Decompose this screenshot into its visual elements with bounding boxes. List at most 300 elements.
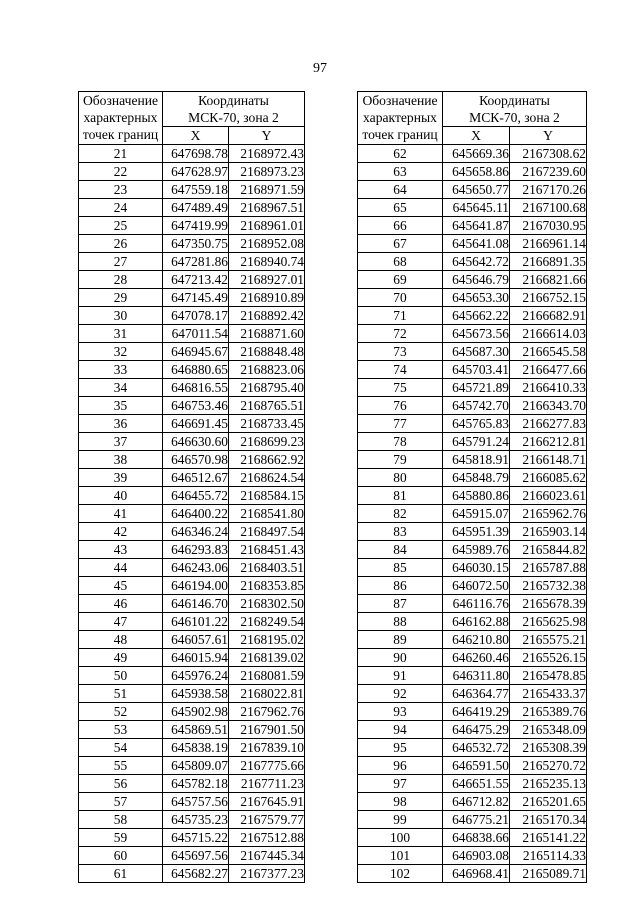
x-coordinate-cell: 646532.72: [443, 739, 510, 757]
x-coordinate-cell: 646570.98: [163, 451, 229, 469]
point-number-cell: 38: [79, 451, 163, 469]
table-row: [358, 487, 587, 505]
table-row: [79, 613, 305, 631]
point-number-cell: 51: [79, 685, 163, 703]
table-row: [79, 217, 305, 235]
y-coordinate-cell: 2168823.06: [229, 361, 305, 379]
y-coordinate-cell: 2166148.71: [510, 451, 587, 469]
y-coordinate-cell: 2168967.51: [229, 199, 305, 217]
y-coordinate-cell: 2165844.82: [510, 541, 587, 559]
table-row: [358, 649, 587, 667]
x-coordinate-cell: 645642.72: [443, 253, 510, 271]
point-number-cell: 24: [79, 199, 163, 217]
table-body-left: [79, 145, 305, 883]
table-row: [358, 217, 587, 235]
y-coordinate-cell: 2165235.13: [510, 775, 587, 793]
y-coordinate-cell: 2166410.33: [510, 379, 587, 397]
y-coordinate-cell: 2165170.34: [510, 811, 587, 829]
y-coordinate-cell: 2168699.23: [229, 433, 305, 451]
x-coordinate-cell: 646030.15: [443, 559, 510, 577]
coordinates-header-line2: МСК-70, зона 2: [188, 110, 279, 125]
y-coordinate-cell: 2168139.02: [229, 649, 305, 667]
y-coordinate-cell: 2168353.85: [229, 577, 305, 595]
y-coordinate-cell: 2165787.88: [510, 559, 587, 577]
point-number-cell: 39: [79, 469, 163, 487]
point-number-cell: 25: [79, 217, 163, 235]
y-coordinate-cell: 2168733.45: [229, 415, 305, 433]
point-number-cell: 23: [79, 181, 163, 199]
point-number-cell: 89: [358, 631, 443, 649]
y-coordinate-cell: 2166891.35: [510, 253, 587, 271]
y-coordinate-cell: 2166614.03: [510, 325, 587, 343]
point-number-cell: 70: [358, 289, 443, 307]
point-number-cell: 27: [79, 253, 163, 271]
y-coordinate-cell: 2168892.42: [229, 307, 305, 325]
x-coordinate-cell: 646419.29: [443, 703, 510, 721]
y-coordinate-cell: 2168451.43: [229, 541, 305, 559]
page-number: 97: [313, 61, 327, 76]
table-row: [358, 865, 587, 883]
table-row: [358, 235, 587, 253]
table-row: [79, 847, 305, 865]
x-coordinate-cell: 645641.08: [443, 235, 510, 253]
table-row: [358, 181, 587, 199]
point-number-cell: 76: [358, 397, 443, 415]
y-coordinate-cell: 2166752.15: [510, 289, 587, 307]
x-coordinate-cell: 645976.24: [163, 667, 229, 685]
point-number-cell: 63: [358, 163, 443, 181]
point-number-cell: 84: [358, 541, 443, 559]
y-coordinate-cell: 2165389.76: [510, 703, 587, 721]
point-number-cell: 58: [79, 811, 163, 829]
point-number-cell: 96: [358, 757, 443, 775]
x-coordinate-cell: 645869.51: [163, 721, 229, 739]
point-number-cell: 49: [79, 649, 163, 667]
x-coordinate-cell: 646116.76: [443, 595, 510, 613]
table-row: [358, 361, 587, 379]
x-coordinate-cell: 647628.97: [163, 163, 229, 181]
designation-header-line3: точек границ: [82, 127, 159, 142]
y-coordinate-cell: 2168848.48: [229, 343, 305, 361]
table-row: [79, 271, 305, 289]
point-number-cell: 62: [358, 145, 443, 163]
x-coordinate-cell: 645791.24: [443, 433, 510, 451]
point-number-cell: 75: [358, 379, 443, 397]
x-coordinate-cell: 645838.19: [163, 739, 229, 757]
x-coordinate-cell: 645662.22: [443, 307, 510, 325]
point-number-cell: 55: [79, 757, 163, 775]
y-coordinate-cell: 2168584.15: [229, 487, 305, 505]
x-coordinate-cell: 646630.60: [163, 433, 229, 451]
point-number-cell: 98: [358, 793, 443, 811]
x-coordinate-cell: 646400.22: [163, 505, 229, 523]
x-coordinate-cell: 645765.83: [443, 415, 510, 433]
x-coordinate-cell: 645809.07: [163, 757, 229, 775]
y-coordinate-cell: 2165141.22: [510, 829, 587, 847]
x-coordinate-cell: 646838.66: [443, 829, 510, 847]
x-coordinate-cell: 646816.55: [163, 379, 229, 397]
table-row: [79, 343, 305, 361]
x-coordinate-cell: 645721.89: [443, 379, 510, 397]
point-number-cell: 34: [79, 379, 163, 397]
table-row: [79, 757, 305, 775]
table-row: [358, 307, 587, 325]
point-number-cell: 65: [358, 199, 443, 217]
point-number-cell: 64: [358, 181, 443, 199]
x-coordinate-cell: 645818.91: [443, 451, 510, 469]
x-coordinate-cell: 645951.39: [443, 523, 510, 541]
x-coordinate-cell: 646293.83: [163, 541, 229, 559]
y-coordinate-cell: 2167170.26: [510, 181, 587, 199]
y-coordinate-cell: 2166682.91: [510, 307, 587, 325]
x-coordinate-cell: 646712.82: [443, 793, 510, 811]
point-number-cell: 52: [79, 703, 163, 721]
point-number-cell: 47: [79, 613, 163, 631]
y-coordinate-cell: 2168971.59: [229, 181, 305, 199]
table-row: [79, 739, 305, 757]
designation-header-line1: Обозначение: [362, 93, 438, 108]
coordinates-header-line2: МСК-70, зона 2: [469, 110, 560, 125]
point-number-cell: 32: [79, 343, 163, 361]
point-number-cell: 100: [358, 829, 443, 847]
table-row: [358, 163, 587, 181]
table-row: [79, 559, 305, 577]
y-coordinate-cell: 2165962.76: [510, 505, 587, 523]
point-number-cell: 22: [79, 163, 163, 181]
x-coordinate-cell: 645646.79: [443, 271, 510, 289]
point-number-cell: 94: [358, 721, 443, 739]
y-column-header: Y: [229, 127, 305, 145]
x-coordinate-cell: 646945.67: [163, 343, 229, 361]
y-coordinate-cell: 2167512.88: [229, 829, 305, 847]
y-coordinate-cell: 2167030.95: [510, 217, 587, 235]
table-row: [79, 235, 305, 253]
x-coordinate-cell: 647350.75: [163, 235, 229, 253]
y-coordinate-cell: 2167308.62: [510, 145, 587, 163]
x-coordinate-cell: 645742.70: [443, 397, 510, 415]
x-coordinate-cell: 646512.67: [163, 469, 229, 487]
x-coordinate-cell: 646072.50: [443, 577, 510, 595]
table-row: [358, 577, 587, 595]
point-number-cell: 102: [358, 865, 443, 883]
x-coordinate-cell: 645697.56: [163, 847, 229, 865]
x-column-header: X: [163, 127, 229, 145]
x-coordinate-cell: 645902.98: [163, 703, 229, 721]
y-coordinate-cell: 2168952.08: [229, 235, 305, 253]
table-row: [358, 739, 587, 757]
x-coordinate-cell: 646903.08: [443, 847, 510, 865]
coordinates-header-line1: Координаты: [198, 93, 269, 108]
y-coordinate-cell: 2168624.54: [229, 469, 305, 487]
coordinates-header: [163, 92, 305, 127]
point-number-cell: 31: [79, 325, 163, 343]
y-coordinate-cell: 2167775.66: [229, 757, 305, 775]
table-row: [79, 631, 305, 649]
y-coordinate-cell: 2168765.51: [229, 397, 305, 415]
x-coordinate-cell: 647489.49: [163, 199, 229, 217]
coordinates-table-right: [357, 91, 587, 883]
table-row: [358, 415, 587, 433]
x-coordinate-cell: 647078.17: [163, 307, 229, 325]
y-coordinate-cell: 2168302.50: [229, 595, 305, 613]
coordinates-table-left: [78, 91, 305, 883]
y-coordinate-cell: 2168795.40: [229, 379, 305, 397]
y-coordinate-cell: 2168195.02: [229, 631, 305, 649]
y-coordinate-cell: 2165089.71: [510, 865, 587, 883]
x-coordinate-cell: 646346.24: [163, 523, 229, 541]
x-coordinate-cell: 645645.11: [443, 199, 510, 217]
y-column-header: Y: [510, 127, 587, 145]
table-row: [358, 253, 587, 271]
y-coordinate-cell: 2165575.21: [510, 631, 587, 649]
x-coordinate-cell: 647559.18: [163, 181, 229, 199]
y-coordinate-cell: 2168961.01: [229, 217, 305, 235]
point-number-cell: 97: [358, 775, 443, 793]
y-coordinate-cell: 2167579.77: [229, 811, 305, 829]
table-row: [358, 523, 587, 541]
point-number-cell: 90: [358, 649, 443, 667]
x-coordinate-cell: 646455.72: [163, 487, 229, 505]
point-number-cell: 93: [358, 703, 443, 721]
x-coordinate-cell: 645757.56: [163, 793, 229, 811]
table-row: [358, 397, 587, 415]
designation-header-line2: характерных: [83, 110, 158, 125]
table-row: [358, 199, 587, 217]
y-coordinate-cell: 2165903.14: [510, 523, 587, 541]
point-number-cell: 41: [79, 505, 163, 523]
table-row: [358, 325, 587, 343]
table-row: [79, 397, 305, 415]
x-coordinate-cell: 646691.45: [163, 415, 229, 433]
y-coordinate-cell: 2166085.62: [510, 469, 587, 487]
table-row: [358, 721, 587, 739]
point-number-cell: 91: [358, 667, 443, 685]
y-coordinate-cell: 2166961.14: [510, 235, 587, 253]
table-row: [358, 793, 587, 811]
y-coordinate-cell: 2168662.92: [229, 451, 305, 469]
table-row: [358, 289, 587, 307]
point-number-cell: 37: [79, 433, 163, 451]
point-number-cell: 45: [79, 577, 163, 595]
table-row: [79, 325, 305, 343]
y-coordinate-cell: 2166821.66: [510, 271, 587, 289]
point-number-cell: 92: [358, 685, 443, 703]
y-coordinate-cell: 2165270.72: [510, 757, 587, 775]
table-row: [79, 433, 305, 451]
y-coordinate-cell: 2167100.68: [510, 199, 587, 217]
point-number-cell: 72: [358, 325, 443, 343]
x-coordinate-cell: 646015.94: [163, 649, 229, 667]
y-coordinate-cell: 2165114.33: [510, 847, 587, 865]
designation-header: [358, 92, 443, 145]
x-coordinate-cell: 645735.23: [163, 811, 229, 829]
x-coordinate-cell: 645989.76: [443, 541, 510, 559]
y-coordinate-cell: 2165625.98: [510, 613, 587, 631]
point-number-cell: 82: [358, 505, 443, 523]
table-row: [79, 649, 305, 667]
y-coordinate-cell: 2165526.15: [510, 649, 587, 667]
y-coordinate-cell: 2167901.50: [229, 721, 305, 739]
x-coordinate-cell: 646311.80: [443, 667, 510, 685]
y-coordinate-cell: 2166545.58: [510, 343, 587, 361]
table-row: [79, 181, 305, 199]
y-coordinate-cell: 2167839.10: [229, 739, 305, 757]
table-row: [358, 829, 587, 847]
table-row: [79, 829, 305, 847]
x-coordinate-cell: 646243.06: [163, 559, 229, 577]
x-coordinate-cell: 647011.54: [163, 325, 229, 343]
point-number-cell: 57: [79, 793, 163, 811]
point-number-cell: 33: [79, 361, 163, 379]
table-row: [79, 199, 305, 217]
table-row: [358, 631, 587, 649]
y-coordinate-cell: 2166277.83: [510, 415, 587, 433]
y-coordinate-cell: 2167645.91: [229, 793, 305, 811]
table-row: [79, 595, 305, 613]
point-number-cell: 61: [79, 865, 163, 883]
y-coordinate-cell: 2165732.38: [510, 577, 587, 595]
y-coordinate-cell: 2167239.60: [510, 163, 587, 181]
point-number-cell: 101: [358, 847, 443, 865]
table-row: [358, 811, 587, 829]
table-row: [79, 667, 305, 685]
x-coordinate-cell: 646591.50: [443, 757, 510, 775]
y-coordinate-cell: 2166477.66: [510, 361, 587, 379]
table-row: [79, 685, 305, 703]
designation-header-line2: характерных: [363, 110, 437, 125]
x-coordinate-cell: 646753.46: [163, 397, 229, 415]
x-coordinate-cell: 646210.80: [443, 631, 510, 649]
point-number-cell: 35: [79, 397, 163, 415]
table-body-right: [358, 145, 587, 883]
table-row: [358, 703, 587, 721]
y-coordinate-cell: 2165678.39: [510, 595, 587, 613]
table-row: [358, 379, 587, 397]
point-number-cell: 99: [358, 811, 443, 829]
table-row: [358, 559, 587, 577]
point-number-cell: 78: [358, 433, 443, 451]
table-row: [358, 469, 587, 487]
table-row: [358, 505, 587, 523]
point-number-cell: 60: [79, 847, 163, 865]
y-coordinate-cell: 2165433.37: [510, 685, 587, 703]
x-coordinate-cell: 646651.55: [443, 775, 510, 793]
y-coordinate-cell: 2168249.54: [229, 613, 305, 631]
table-row: [79, 865, 305, 883]
table-row: [79, 721, 305, 739]
x-coordinate-cell: 645682.27: [163, 865, 229, 883]
point-number-cell: 86: [358, 577, 443, 595]
point-number-cell: 67: [358, 235, 443, 253]
table-row: [358, 433, 587, 451]
x-coordinate-cell: 647213.42: [163, 271, 229, 289]
point-number-cell: 40: [79, 487, 163, 505]
x-column-header: X: [443, 127, 510, 145]
y-coordinate-cell: 2168940.74: [229, 253, 305, 271]
y-coordinate-cell: 2168497.54: [229, 523, 305, 541]
x-coordinate-cell: 646260.46: [443, 649, 510, 667]
x-coordinate-cell: 645650.77: [443, 181, 510, 199]
x-coordinate-cell: 646162.88: [443, 613, 510, 631]
table-row: [79, 361, 305, 379]
x-coordinate-cell: 647419.99: [163, 217, 229, 235]
point-number-cell: 77: [358, 415, 443, 433]
x-coordinate-cell: 645715.22: [163, 829, 229, 847]
y-coordinate-cell: 2167711.23: [229, 775, 305, 793]
y-coordinate-cell: 2168871.60: [229, 325, 305, 343]
coordinates-header-line1: Координаты: [479, 93, 550, 108]
table-row: [358, 775, 587, 793]
y-coordinate-cell: 2168541.80: [229, 505, 305, 523]
y-coordinate-cell: 2166023.61: [510, 487, 587, 505]
y-coordinate-cell: 2167445.34: [229, 847, 305, 865]
point-number-cell: 46: [79, 595, 163, 613]
table-row: [358, 757, 587, 775]
table-row: [79, 793, 305, 811]
x-coordinate-cell: 647145.49: [163, 289, 229, 307]
point-number-cell: 26: [79, 235, 163, 253]
point-number-cell: 21: [79, 145, 163, 163]
point-number-cell: 44: [79, 559, 163, 577]
x-coordinate-cell: 646968.41: [443, 865, 510, 883]
table-row: [79, 811, 305, 829]
table-row: [79, 775, 305, 793]
point-number-cell: 48: [79, 631, 163, 649]
table-row: [79, 145, 305, 163]
table-row: [358, 613, 587, 631]
x-coordinate-cell: 645687.30: [443, 343, 510, 361]
y-coordinate-cell: 2165348.09: [510, 721, 587, 739]
table-row: [79, 163, 305, 181]
x-coordinate-cell: 645848.79: [443, 469, 510, 487]
point-number-cell: 79: [358, 451, 443, 469]
x-coordinate-cell: 646364.77: [443, 685, 510, 703]
table-row: [79, 379, 305, 397]
point-number-cell: 80: [358, 469, 443, 487]
point-number-cell: 54: [79, 739, 163, 757]
table-row: [358, 847, 587, 865]
table-row: [358, 451, 587, 469]
table-row: [358, 595, 587, 613]
y-coordinate-cell: 2167962.76: [229, 703, 305, 721]
x-coordinate-cell: 647281.86: [163, 253, 229, 271]
point-number-cell: 50: [79, 667, 163, 685]
table-row: [358, 145, 587, 163]
y-coordinate-cell: 2165308.39: [510, 739, 587, 757]
point-number-cell: 59: [79, 829, 163, 847]
table-row: [79, 307, 305, 325]
table-row: [79, 415, 305, 433]
table-row: [79, 541, 305, 559]
y-coordinate-cell: 2168403.51: [229, 559, 305, 577]
point-number-cell: 69: [358, 271, 443, 289]
y-coordinate-cell: 2168972.43: [229, 145, 305, 163]
point-number-cell: 83: [358, 523, 443, 541]
x-coordinate-cell: 646194.00: [163, 577, 229, 595]
point-number-cell: 95: [358, 739, 443, 757]
x-coordinate-cell: 645880.86: [443, 487, 510, 505]
x-coordinate-cell: 645669.36: [443, 145, 510, 163]
point-number-cell: 81: [358, 487, 443, 505]
x-coordinate-cell: 646057.61: [163, 631, 229, 649]
y-coordinate-cell: 2165201.65: [510, 793, 587, 811]
y-coordinate-cell: 2166343.70: [510, 397, 587, 415]
coordinates-header: [443, 92, 587, 127]
table-row: [79, 487, 305, 505]
y-coordinate-cell: 2168927.01: [229, 271, 305, 289]
x-coordinate-cell: 645703.41: [443, 361, 510, 379]
point-number-cell: 87: [358, 595, 443, 613]
